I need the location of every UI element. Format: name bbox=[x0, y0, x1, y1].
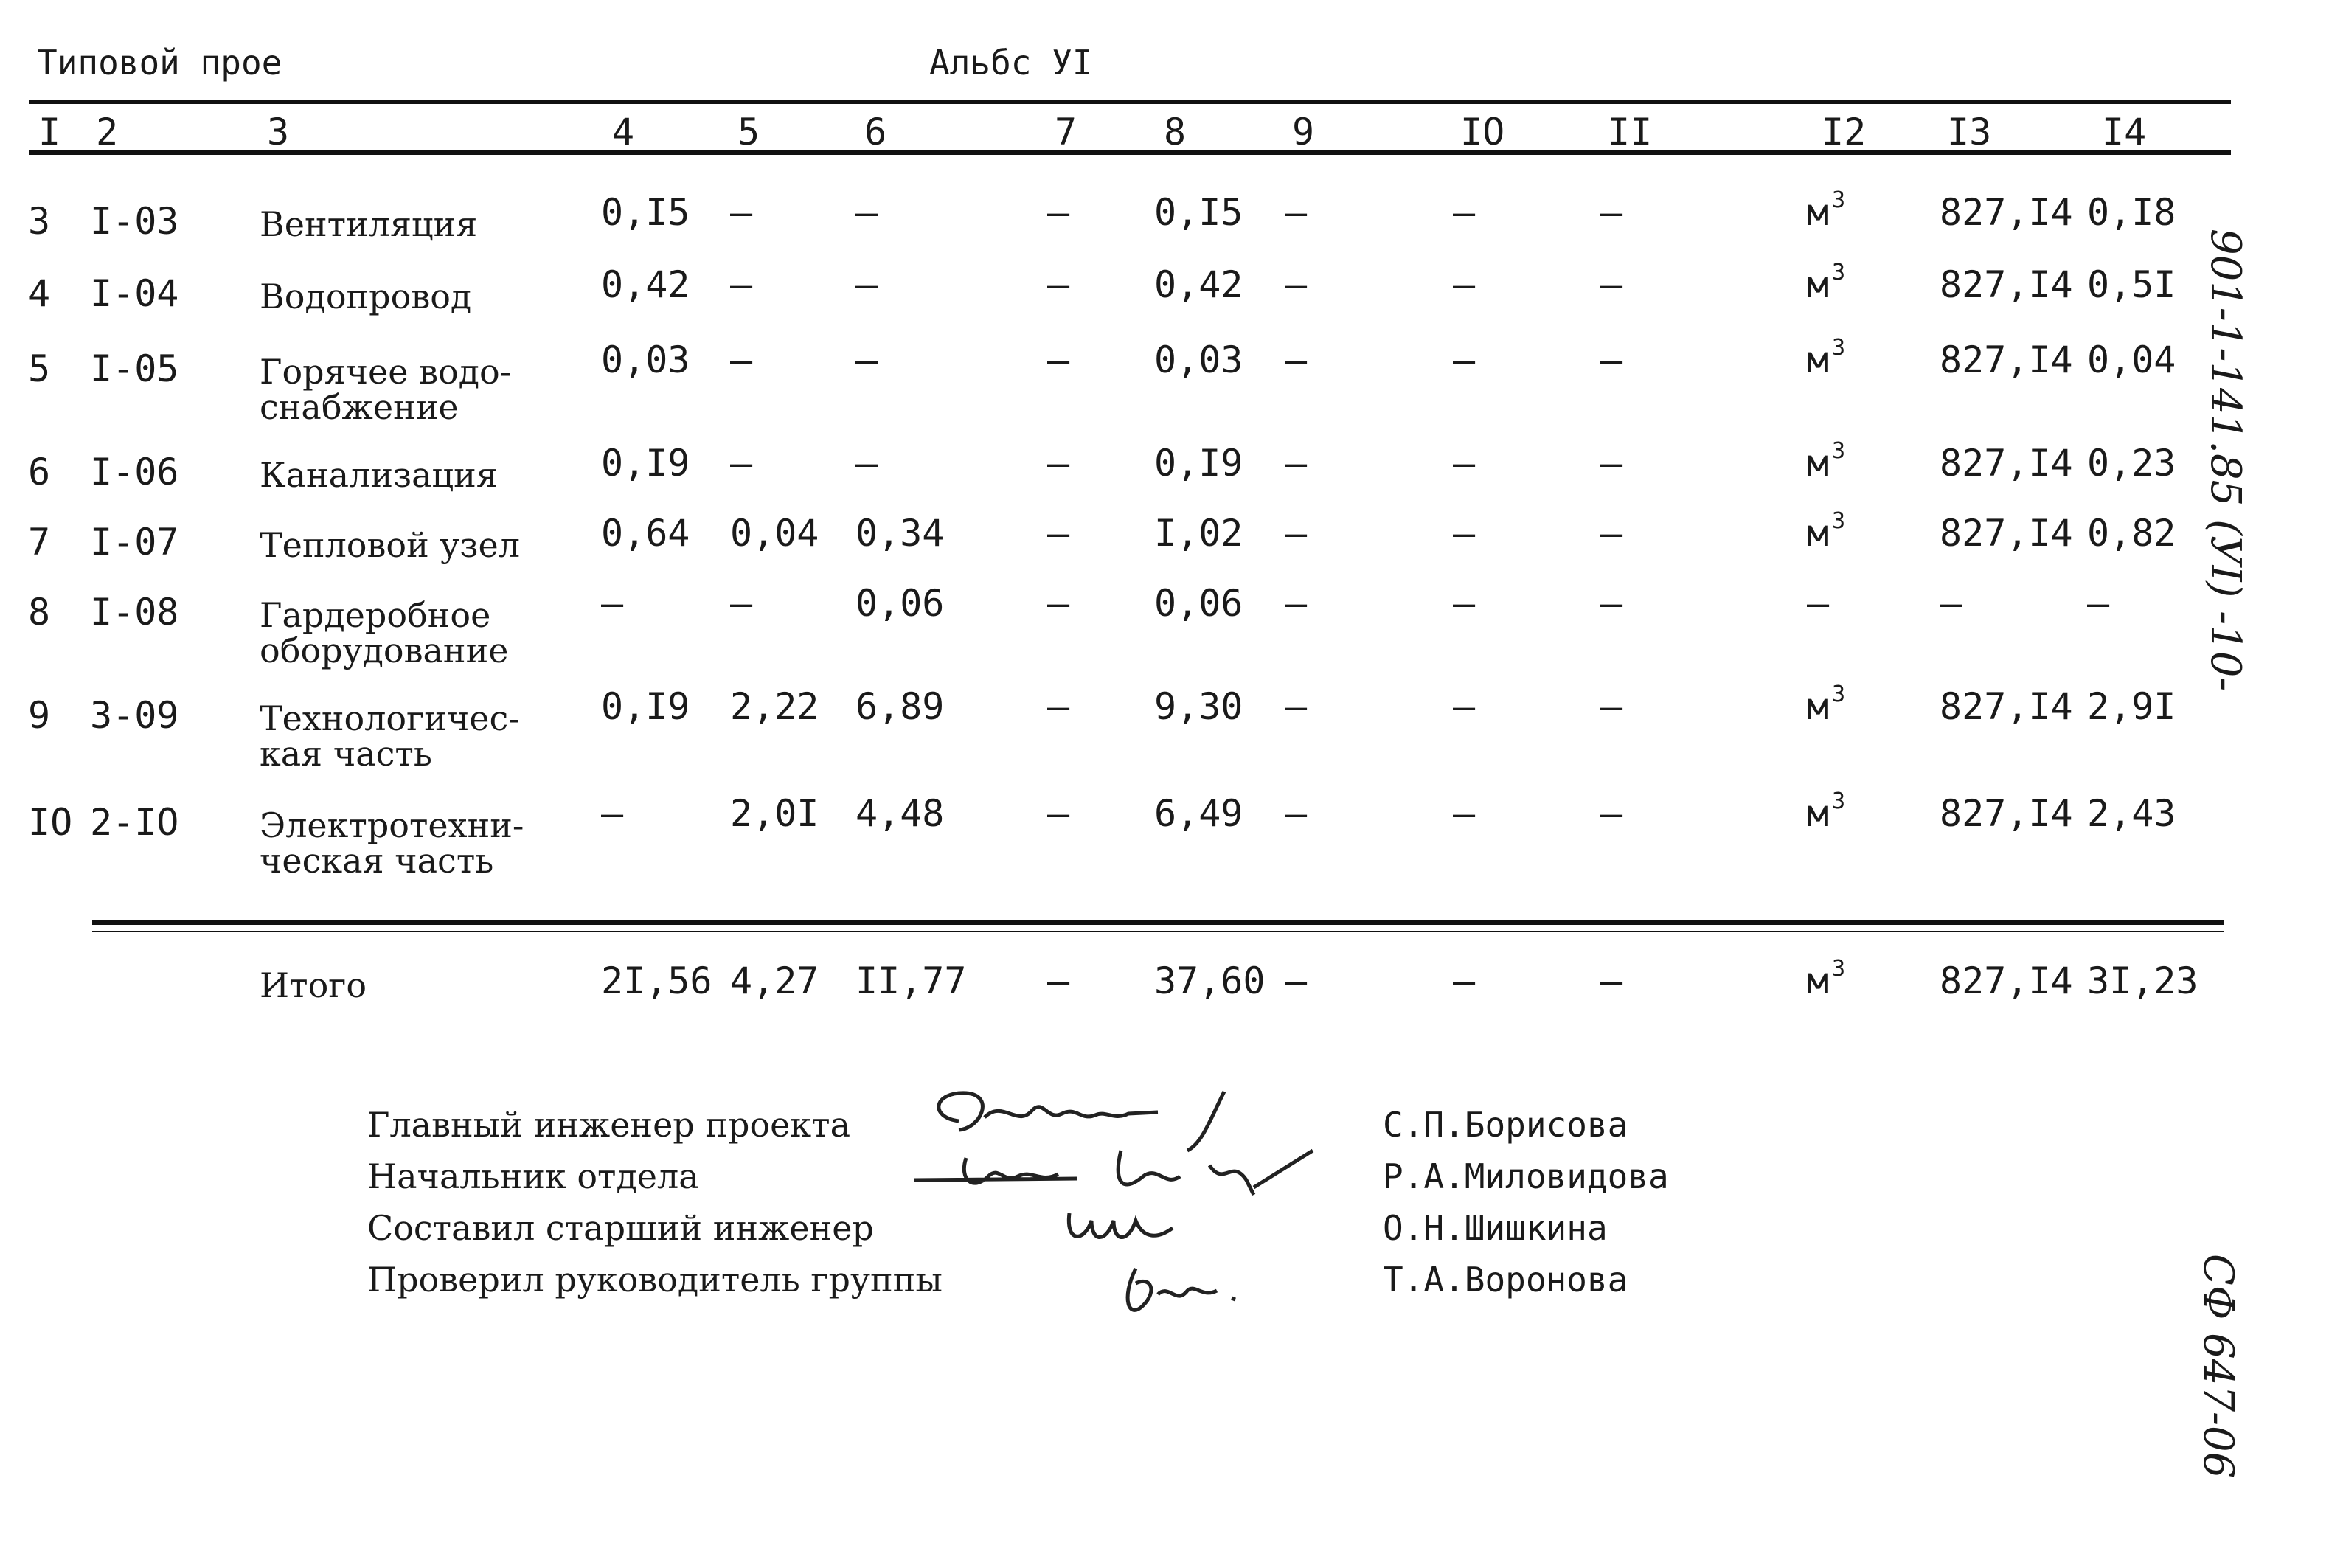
total-c5: 4,27 bbox=[730, 960, 819, 1002]
cell-c8: 0,06 bbox=[1154, 582, 1243, 625]
total-rule-2 bbox=[92, 931, 2224, 932]
cell-c8: 0,I9 bbox=[1154, 442, 1243, 485]
cell-c7: – bbox=[1047, 512, 1070, 555]
cell-c5: 0,04 bbox=[730, 512, 819, 555]
row-code: I-07 bbox=[90, 521, 179, 563]
cell-c4: 0,03 bbox=[601, 339, 690, 381]
row-code: 2-IO bbox=[90, 801, 179, 844]
cell-c14: 0,04 bbox=[2087, 339, 2176, 381]
row-code: I-05 bbox=[90, 347, 179, 390]
sig-name-4: Т.А.Воронова bbox=[1383, 1260, 1628, 1300]
col-header-2: 2 bbox=[96, 111, 119, 153]
cell-c4: – bbox=[601, 792, 624, 835]
cell-c9: – bbox=[1285, 191, 1308, 234]
col-header-12: I2 bbox=[1822, 111, 1867, 153]
row-name: Горячее водо- снабжение bbox=[260, 352, 512, 427]
total-c6: II,77 bbox=[855, 960, 967, 1002]
cell-c9: – bbox=[1285, 685, 1308, 728]
cell-c14: – bbox=[2087, 582, 2110, 625]
total-unit: м bbox=[1807, 960, 1830, 1002]
col-header-13: I3 bbox=[1947, 111, 1992, 153]
cell-c4: 0,64 bbox=[601, 512, 690, 555]
cell-c10: – bbox=[1453, 512, 1476, 555]
cell-c6: – bbox=[855, 442, 878, 485]
total-c9: – bbox=[1285, 960, 1308, 1002]
unit-cell: м bbox=[1807, 191, 1830, 234]
sig-role-4: Проверил руководитель группы bbox=[367, 1260, 943, 1300]
cell-c9: – bbox=[1285, 582, 1308, 625]
cell-c10: – bbox=[1453, 263, 1476, 306]
unit-exponent: 3 bbox=[1832, 508, 1846, 534]
cell-c13: 827,I4 bbox=[1940, 339, 2073, 381]
cell-c8: 6,49 bbox=[1154, 792, 1243, 835]
cell-c6: 0,34 bbox=[855, 512, 945, 555]
cell-c8: 9,30 bbox=[1154, 685, 1243, 728]
cell-c11: – bbox=[1600, 263, 1623, 306]
row-name: Водопровод bbox=[260, 277, 472, 316]
cell-c14: 2,43 bbox=[2087, 792, 2176, 835]
header-bottom-rule bbox=[29, 150, 2231, 155]
cell-c14: 0,82 bbox=[2087, 512, 2176, 555]
row-name: Тепловой узел bbox=[260, 525, 520, 565]
cell-c5: – bbox=[730, 339, 753, 381]
cell-c11: – bbox=[1600, 442, 1623, 485]
row-number: 9 bbox=[28, 694, 51, 737]
row-name: Гардеробное оборудование bbox=[260, 595, 509, 670]
total-c7: – bbox=[1047, 960, 1070, 1002]
cell-c5: – bbox=[730, 263, 753, 306]
doc-title: Типовой прое bbox=[37, 43, 282, 83]
col-header-8: 8 bbox=[1164, 111, 1187, 153]
col-header-6: 6 bbox=[864, 111, 887, 153]
total-c11: – bbox=[1600, 960, 1623, 1002]
cell-c7: – bbox=[1047, 442, 1070, 485]
album-label: Альбс УI bbox=[929, 43, 1093, 83]
sig-role-2: Начальник отдела bbox=[367, 1156, 699, 1196]
col-header-11: II bbox=[1608, 111, 1653, 153]
cell-c14: 2,9I bbox=[2087, 685, 2176, 728]
row-name: Канализация bbox=[260, 455, 498, 495]
cell-c4: 0,I9 bbox=[601, 685, 690, 728]
cell-c4: 0,I9 bbox=[601, 442, 690, 485]
cell-c6: – bbox=[855, 263, 878, 306]
cell-c11: – bbox=[1600, 582, 1623, 625]
total-unit-exponent: 3 bbox=[1832, 956, 1846, 982]
cell-c9: – bbox=[1285, 263, 1308, 306]
total-c14: 3I,23 bbox=[2087, 960, 2198, 1002]
col-header-14: I4 bbox=[2102, 111, 2147, 153]
cell-c13: 827,I4 bbox=[1940, 512, 2073, 555]
cell-c8: 0,03 bbox=[1154, 339, 1243, 381]
total-c10: – bbox=[1453, 960, 1476, 1002]
handwritten-signature-3 bbox=[1062, 1198, 1224, 1257]
row-number: 7 bbox=[28, 521, 51, 563]
unit-exponent: 3 bbox=[1832, 681, 1846, 707]
col-header-7: 7 bbox=[1055, 111, 1077, 153]
cell-c10: – bbox=[1453, 191, 1476, 234]
cell-c4: – bbox=[601, 582, 624, 625]
unit-exponent: 3 bbox=[1832, 788, 1846, 814]
row-code: I-04 bbox=[90, 272, 179, 315]
cell-c9: – bbox=[1285, 792, 1308, 835]
total-c13: 827,I4 bbox=[1940, 960, 2073, 1002]
cell-c6: 4,48 bbox=[855, 792, 945, 835]
cell-c7: – bbox=[1047, 339, 1070, 381]
cell-c9: – bbox=[1285, 442, 1308, 485]
row-code: I-03 bbox=[90, 200, 179, 243]
cell-c11: – bbox=[1600, 792, 1623, 835]
row-number: 4 bbox=[28, 272, 51, 315]
cell-c4: 0,42 bbox=[601, 263, 690, 306]
cell-c7: – bbox=[1047, 582, 1070, 625]
cell-c6: – bbox=[855, 191, 878, 234]
total-label: Итого bbox=[260, 965, 367, 1005]
sig-name-2: Р.А.Миловидова bbox=[1383, 1156, 1669, 1196]
row-code: I-06 bbox=[90, 451, 179, 493]
col-header-1: I bbox=[38, 111, 61, 153]
cell-c13: 827,I4 bbox=[1940, 191, 2073, 234]
row-code: 3-09 bbox=[90, 694, 179, 737]
cell-c13: 827,I4 bbox=[1940, 263, 2073, 306]
cell-c9: – bbox=[1285, 512, 1308, 555]
cell-c6: – bbox=[855, 339, 878, 381]
cell-c6: 0,06 bbox=[855, 582, 945, 625]
cell-c14: 0,5I bbox=[2087, 263, 2176, 306]
unit-exponent: 3 bbox=[1832, 335, 1846, 361]
sig-role-1: Главный инженер проекта bbox=[367, 1105, 851, 1145]
cell-c5: 2,22 bbox=[730, 685, 819, 728]
cell-c5: – bbox=[730, 582, 753, 625]
cell-c10: – bbox=[1453, 792, 1476, 835]
cell-c9: – bbox=[1285, 339, 1308, 381]
unit-exponent: 3 bbox=[1832, 187, 1846, 213]
unit-cell: м bbox=[1807, 263, 1830, 306]
col-header-4: 4 bbox=[612, 111, 635, 153]
total-c4: 2I,56 bbox=[601, 960, 712, 1002]
cell-c8: 0,42 bbox=[1154, 263, 1243, 306]
unit-cell: м bbox=[1807, 512, 1830, 555]
col-header-5: 5 bbox=[737, 111, 760, 153]
row-code: I-08 bbox=[90, 591, 179, 634]
row-name: Электротехни- ческая часть bbox=[260, 805, 524, 881]
row-number: IO bbox=[28, 801, 73, 844]
row-name: Вентиляция bbox=[260, 204, 478, 244]
cell-c11: – bbox=[1600, 339, 1623, 381]
row-number: 5 bbox=[28, 347, 51, 390]
cell-c13: 827,I4 bbox=[1940, 792, 2073, 835]
header-top-rule bbox=[29, 100, 1493, 104]
cell-c10: – bbox=[1453, 339, 1476, 381]
col-header-10: IO bbox=[1460, 111, 1505, 153]
row-number: 3 bbox=[28, 200, 51, 243]
cell-c7: – bbox=[1047, 191, 1070, 234]
unit-exponent: 3 bbox=[1832, 438, 1846, 464]
total-c8: 37,60 bbox=[1154, 960, 1266, 1002]
cell-c5: – bbox=[730, 442, 753, 485]
cell-c7: – bbox=[1047, 685, 1070, 728]
total-rule bbox=[92, 920, 2224, 925]
side-note-bottom: СФ 647-06 bbox=[2194, 1254, 2242, 1479]
cell-c14: 0,23 bbox=[2087, 442, 2176, 485]
cell-c4: 0,I5 bbox=[601, 191, 690, 234]
cell-c14: 0,I8 bbox=[2087, 191, 2176, 234]
sig-name-1: С.П.Борисова bbox=[1383, 1105, 1628, 1145]
row-name: Технологичес- кая часть bbox=[260, 698, 520, 774]
header-top-rule-right bbox=[1276, 100, 2231, 104]
cell-c8: I,02 bbox=[1154, 512, 1243, 555]
cell-c10: – bbox=[1453, 685, 1476, 728]
cell-c13: 827,I4 bbox=[1940, 685, 2073, 728]
unit-cell: м bbox=[1807, 792, 1830, 835]
cell-c6: 6,89 bbox=[855, 685, 945, 728]
unit-cell: – bbox=[1807, 582, 1830, 625]
cell-c5: – bbox=[730, 191, 753, 234]
cell-c13: – bbox=[1940, 582, 1962, 625]
handwritten-signature-4 bbox=[1106, 1254, 1268, 1320]
row-number: 8 bbox=[28, 591, 51, 634]
col-header-3: 3 bbox=[267, 111, 290, 153]
col-header-9: 9 bbox=[1292, 111, 1315, 153]
cell-c8: 0,I5 bbox=[1154, 191, 1243, 234]
sig-role-3: Составил старший инженер bbox=[367, 1208, 874, 1248]
cell-c5: 2,0I bbox=[730, 792, 819, 835]
side-note-top: 901-1-141.85 (УI) -10- bbox=[2201, 229, 2249, 692]
cell-c7: – bbox=[1047, 263, 1070, 306]
cell-c7: – bbox=[1047, 792, 1070, 835]
cell-c11: – bbox=[1600, 512, 1623, 555]
cell-c10: – bbox=[1453, 582, 1476, 625]
sig-name-3: О.Н.Шишкина bbox=[1383, 1208, 1608, 1248]
unit-cell: м bbox=[1807, 442, 1830, 485]
unit-exponent: 3 bbox=[1832, 260, 1846, 285]
cell-c11: – bbox=[1600, 191, 1623, 234]
cell-c10: – bbox=[1453, 442, 1476, 485]
cell-c11: – bbox=[1600, 685, 1623, 728]
cell-c13: 827,I4 bbox=[1940, 442, 2073, 485]
unit-cell: м bbox=[1807, 339, 1830, 381]
unit-cell: м bbox=[1807, 685, 1830, 728]
row-number: 6 bbox=[28, 451, 51, 493]
